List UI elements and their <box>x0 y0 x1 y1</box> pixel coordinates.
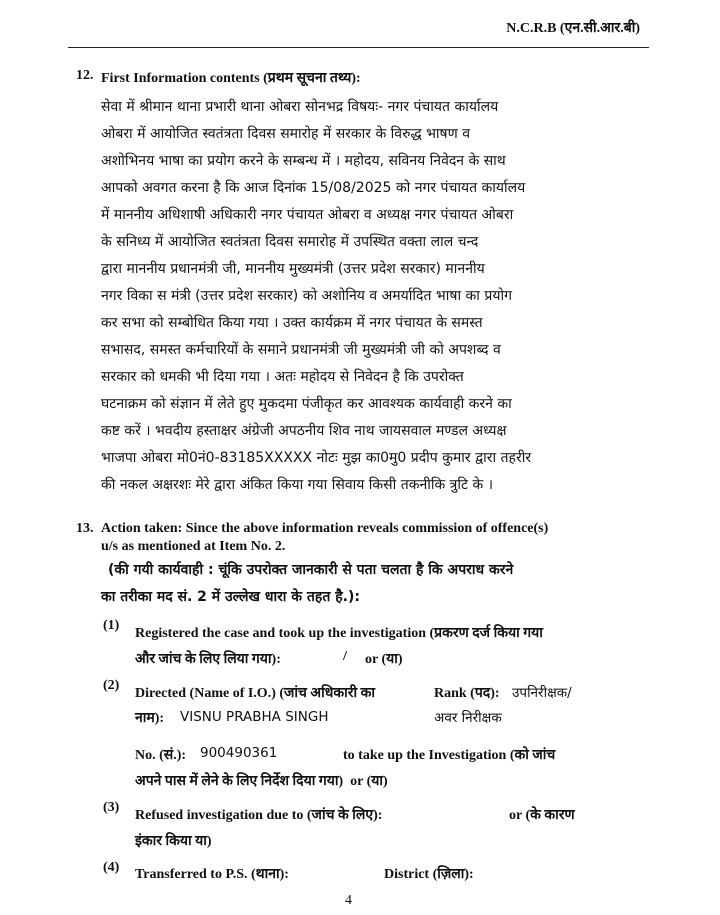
fir-line: अशोभिनय भाषा का प्रयोग करने के सम्बन्ध में । महोदय, सविनय निवेदन के साथ <box>101 153 506 169</box>
item-1-or: or (या) <box>365 652 403 667</box>
item-3-line1: Refused investigation due to (जांच के लिए): <box>135 808 383 823</box>
section-13-hindi-line1: (की गयी कार्यवाही : चूंकि उपरोक्त जानकारी से पता चलता है कि अपराध करने <box>108 562 514 578</box>
item-3-line2: इंकार किया या) <box>135 834 212 849</box>
fir-line: घटनाक्रम को संज्ञान में लेते हुए मुकदमा पंजीकृत कर आवश्यक कार्यवाही करने का <box>101 396 512 412</box>
rank-value-line2: अवर निरीक्षक <box>434 710 502 726</box>
section-13-title-line1: Action taken: Since the above information reveals commission of offence(s) <box>101 521 549 536</box>
section-12-title: First Information contents (प्रथम सूचना तथ्य): <box>101 71 361 86</box>
fir-line: सभासद, समस्त कर्मचारियों के समाने प्रधानमंत्री जी मुख्यमंत्री जी को अपशब्द व <box>101 342 501 358</box>
header-divider <box>68 47 649 48</box>
page-number: 4 <box>345 893 352 908</box>
fir-line: कष्ट करें । भवदीय हस्ताक्षर अंग्रेजी अपठनीय शिव नाथ जायसवाल मण्डल अध्यक्ष <box>101 423 507 439</box>
item-3-or: or (के कारण <box>509 808 575 823</box>
fir-line: भाजपा ओबरा मो0नं0-83185XXXXX नोटः मुझ का0मु0 प्रदीप कुमार द्वारा तहरीर <box>101 450 532 466</box>
fir-line: नगर विका स मंत्री (उत्तर प्रदेश सरकार) को अशोनिय व अमर्यादित भाषा का प्रयोग <box>101 288 512 304</box>
fir-line: की नकल अक्षरशः मेरे द्वारा अंकित किया गया सिवाय किसी तकनीकि त्रुटि के । <box>101 477 494 493</box>
officer-no-label: No. (सं.): <box>135 748 187 763</box>
io-name-value: VISNU PRABHA SINGH <box>180 709 329 725</box>
item-1-line2: और जांच के लिए लिया गया): <box>135 652 281 667</box>
section-13-number: 13. <box>76 521 94 536</box>
fir-line: ओबरा में आयोजित स्वतंत्रता दिवस समारोह में सरकार के विरुद्ध भाषण व <box>101 126 470 142</box>
take-up-line1: to take up the Investigation (को जांच <box>343 748 556 763</box>
item-1-slash: / <box>343 649 347 664</box>
fir-line: सेवा में श्रीमान थाना प्रभारी थाना ओबरा सोनभद्र विषयः- नगर पंचायत कार्यालय <box>101 99 499 115</box>
fir-line: सरकार को धमकी भी दिया गया । अतः महोदय से निवेदन है कि उपरोक्त <box>101 369 464 385</box>
item-2-directed-line2: नाम): <box>135 711 165 726</box>
item-2-number: (2) <box>103 678 120 693</box>
transferred-label: Transferred to P.S. (थाना): <box>135 867 289 882</box>
take-up-line2: अपने पास में लेने के लिए निर्देश दिया गया) or (या) <box>135 774 388 789</box>
officer-no-value: 900490361 <box>200 745 278 761</box>
rank-value-line1: उपनिरीक्षक/ <box>512 685 572 701</box>
fir-line: के सनिध्य में आयोजित स्वतंत्रता दिवस समारोह में उपस्थित वक्ता लाल चन्द <box>101 234 479 250</box>
item-1-line1: Registered the case and took up the investigation (प्रकरण दर्ज किया गया <box>135 626 543 641</box>
fir-line: द्वारा माननीय प्रधानमंत्री जी, माननीय मुख्यमंत्री (उत्तर प्रदेश सरकार) माननीय <box>101 261 485 277</box>
fir-line: कर सभा को सम्बोधित किया गया । उक्त कार्यक्रम में नगर पंचायत के समस्त <box>101 315 483 331</box>
district-label: District (ज़िला): <box>384 867 474 882</box>
section-13-hindi-line2: का तरीका मद सं. 2 में उल्लेख धारा के तहत है.): <box>101 589 360 605</box>
item-1-number: (1) <box>103 618 120 633</box>
item-4-number: (4) <box>103 860 120 875</box>
section-13-title-line2: u/s as mentioned at Item No. 2. <box>101 539 286 554</box>
fir-line: में माननीय अधिशाषी अधिकारी नगर पंचायत ओबरा व अध्यक्ष नगर पंचायत ओबरा <box>101 207 514 223</box>
rank-label: Rank (पद): <box>434 686 500 701</box>
ncrb-header: N.C.R.B (एन.सी.आर.बी) <box>506 21 640 36</box>
section-12-number: 12. <box>76 68 94 83</box>
fir-line: आपको अवगत करना है कि आज दिनांक 15/08/2025 को नगर पंचायत कार्यालय <box>101 180 526 196</box>
item-2-directed-line1: Directed (Name of I.O.) (जांच अधिकारी का <box>135 686 375 701</box>
item-3-number: (3) <box>103 800 120 815</box>
